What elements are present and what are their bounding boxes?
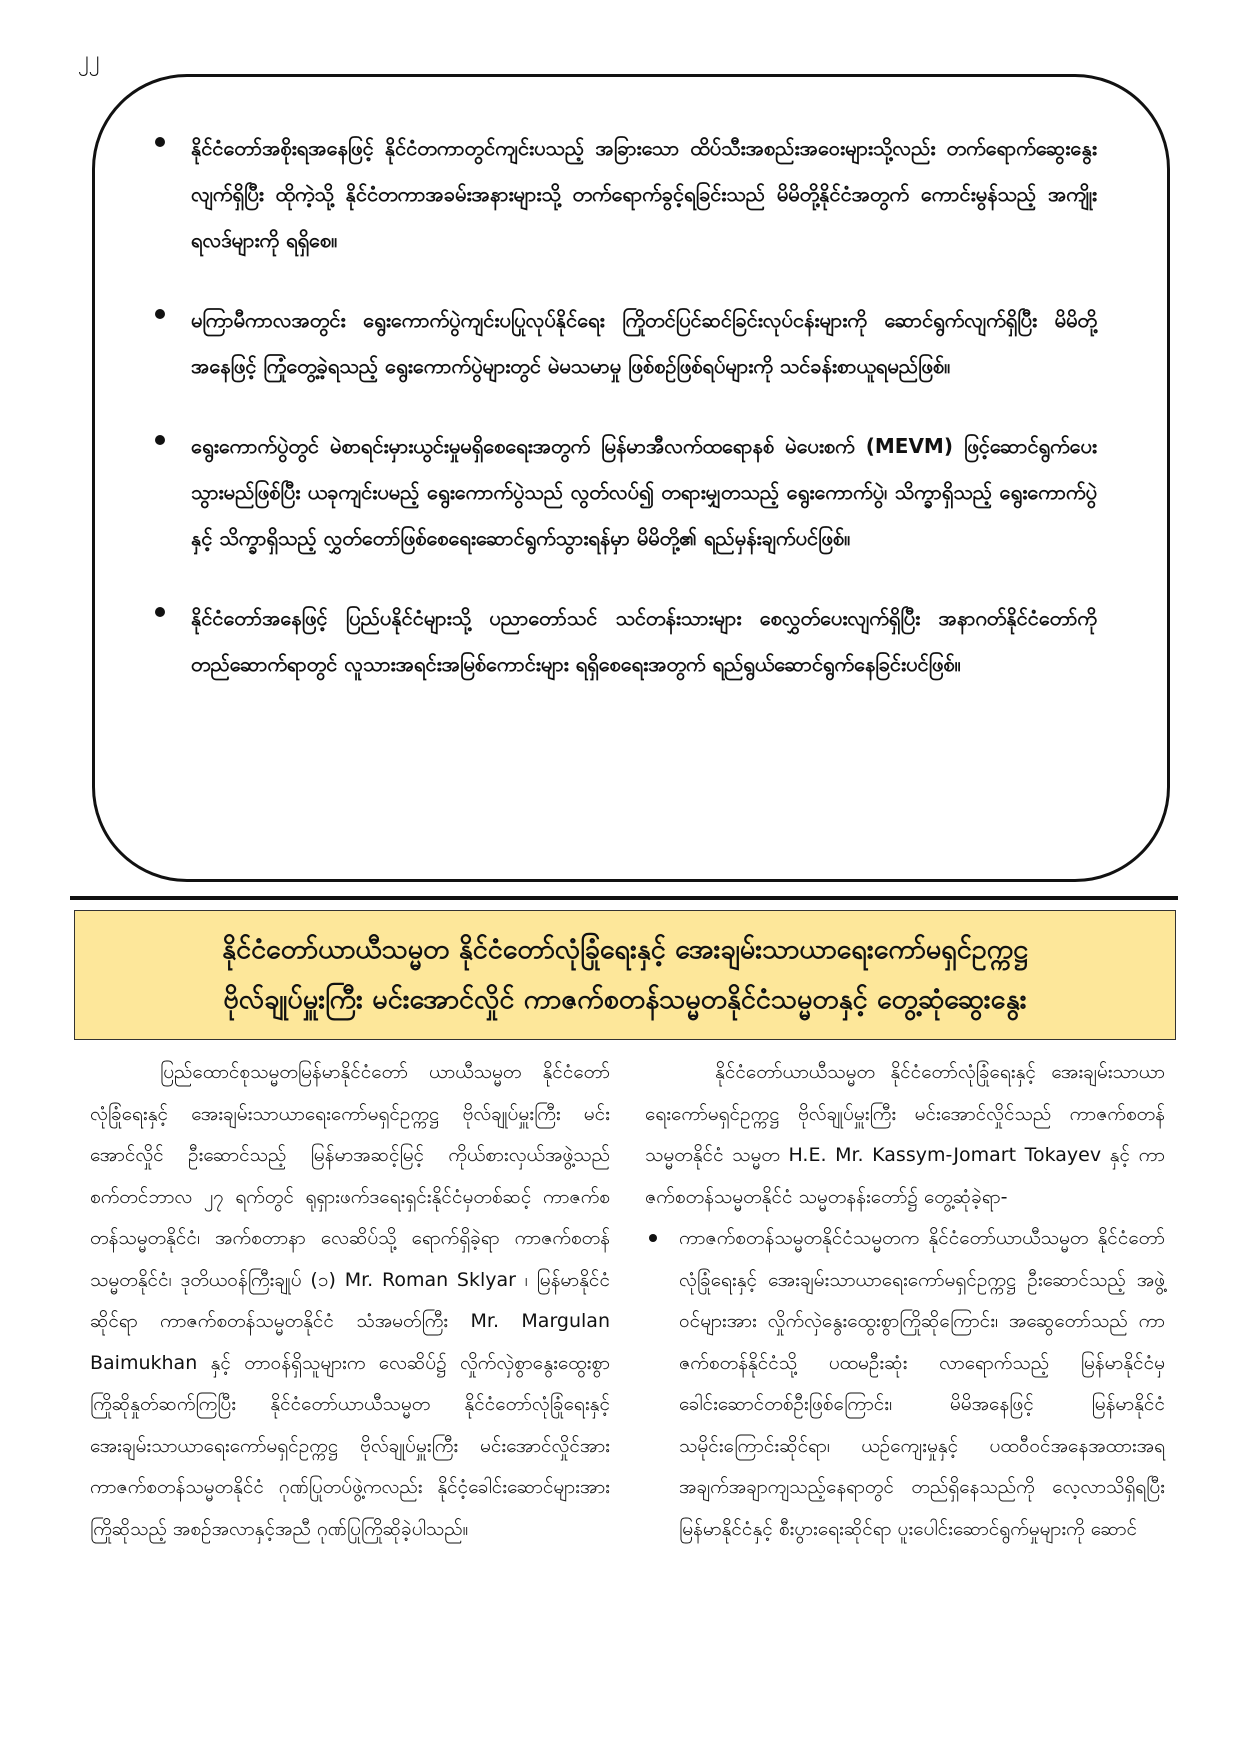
summary-bullet	[155, 423, 1097, 561]
headline-line-2: ဗိုလ်ချုပ်မှူးကြီး မင်းအောင်လှိုင် ကာဇက်စတန်သမ္မတနိုင်ငံသမ္မတနှင့် တွေ့ဆုံဆွေးနွေး	[223, 984, 1027, 1015]
divider	[70, 896, 1178, 900]
body-paragraph: နိုင်ငံတော်ယာယီသမ္မတ နိုင်ငံတော်လုံခြုံရေးနှင့် အေးချမ်းသာယာရေးကော်မရှင်ဥက္ကဋ္ဌ ဗိုလ်ချုပ်မှူးကြီး မင်းအောင်လှိုင်သည် ကာဇက်စတန်သမ္မတနိုင်ငံ သမ္မတ H.E. Mr. Kassym-Jomart Tokayev နှင့် ကာဇက်စတန်သမ္မတနိုင်ငံ သမ္မတနန်းတော်၌ တွေ့ဆုံခဲ့ရာ-	[645, 1061, 1165, 1208]
summary-bullet	[155, 125, 1097, 263]
bullet-icon	[155, 309, 165, 319]
body-paragraph: ပြည်ထောင်စုသမ္မတမြန်မာနိုင်ငံတော် ယာယီသမ္မတ နိုင်ငံတော်လုံခြုံရေးနှင့် အေးချမ်းသာယာရေးကော်မရှင်ဥက္ကဋ္ဌ ဗိုလ်ချုပ်မှူးကြီး မင်းအောင်လှိုင် ဦးဆောင်သည့် မြန်မာအဆင့်မြင့် ကိုယ်စားလှယ်အဖွဲ့သည် စက်တင်ဘာလ ၂၇ ရက်တွင် ရုရှားဖက်ဒရေးရှင်းနိုင်ငံမှတစ်ဆင့် ကာဇက်စတန်သမ္မတနိုင်ငံ၊ အက်စတာနာ လေဆိပ်သို့ ရောက်ရှိခဲ့ရာ ကာဇက်စတန်သမ္မတနိုင်ငံ၊ ဒုတိယဝန်ကြီးချုပ် (၁) Mr. Roman Sklyar ၊ မြန်မာနိုင်ငံဆိုင်ရာ ကာဇက်စတန်သမ္မတနိုင်ငံ သံအမတ်ကြီး Mr. Margulan Baimukhan နှင့် တာဝန်ရှိသူများက လေဆိပ်၌ လှိုက်လှဲစွာနွေးထွေးစွာ ကြိုဆိုနှုတ်ဆက်ကြပြီး နိုင်ငံတော်ယာယီသမ္မတ နိုင်ငံတော်လုံခြုံရေးနှင့် အေးချမ်းသာယာရေးကော်မရှင်ဥက္ကဋ္ဌ ဗိုလ်ချုပ်မှူးကြီး မင်းအောင်လှိုင်အား ကာဇက်စတန်သမ္မတနိုင်ငံ ဂုဏ်ပြုတပ်ဖွဲ့ကလည်း နိုင်ငံ့ခေါင်းဆောင်များအား ကြိုဆိုသည့် အစဉ်အလာနှင့်အညီ ဂုဏ်ပြုကြိုဆိုခဲ့ပါသည်။	[90, 1061, 610, 1540]
body-bullet	[645, 1218, 1165, 1550]
bullet-text: ရွေးကောက်ပွဲတွင် မဲစာရင်းမှားယွင်းမှုမရှိစေရေးအတွက် မြန်မာအီလက်ထရောနစ် မဲပေးစက် (MEVM) ဖြင့်ဆောင်ရွက်ပေးသွားမည်ဖြစ်ပြီး ယခုကျင်းပမည့် ရွေးကောက်ပွဲသည် လွတ်လပ်၍ တရားမျှတသည့် ရွေးကောက်ပွဲ၊ သိက္ခာရှိသည့် ရွေးကောက်ပွဲနှင့် သိက္ခာရှိသည့် လွှတ်တော်ဖြစ်စေရေးဆောင်ရွက်သွားရန်မှာ မိမိတို့၏ ရည်မှန်းချက်ပင်ဖြစ်။	[191, 434, 1097, 550]
article-headline	[74, 910, 1176, 1040]
article-left-column	[90, 1052, 610, 1550]
bullet-icon	[155, 607, 165, 617]
headline-line-1: နိုင်ငံတော်ယာယီသမ္မတ နိုင်ငံတော်လုံခြုံရေးနှင့် အေးချမ်းသာယာရေးကော်မရှင်ဥက္ကဋ္ဌ	[222, 934, 1028, 965]
article-right-column	[645, 1052, 1165, 1550]
bullet-icon	[155, 435, 165, 445]
bullet-text: နိုင်ငံတော်အစိုးရအနေဖြင့် နိုင်ငံတကာတွင်ကျင်းပသည့် အခြားသော ထိပ်သီးအစည်းအဝေးများသို့လည်း တက်ရောက်ဆွေးနွေးလျက်ရှိပြီး ထိုကဲ့သို့ နိုင်ငံတကာအခမ်းအနားများသို့ တက်ရောက်ခွင့်ရခြင်းသည် မိမိတို့နိုင်ငံအတွက် ကောင်းမွန်သည့် အကျိုးရလဒ်များကို ရရှိစေ။	[191, 136, 1097, 252]
page-number: ၂၂	[78, 47, 100, 72]
bullet-icon	[155, 137, 165, 147]
summary-bullet	[155, 595, 1097, 687]
summary-bullet	[155, 297, 1097, 389]
summary-box	[92, 74, 1170, 882]
bullet-text: မကြာမီကာလအတွင်း ရွေးကောက်ပွဲကျင်းပပြုလုပ်နိုင်ရေး ကြိုတင်ပြင်ဆင်ခြင်းလုပ်ငန်းများကို ဆောင်ရွက်လျက်ရှိပြီး မိမိတို့အနေဖြင့် ကြုံတွေ့ခဲ့ရသည့် ရွေးကောက်ပွဲများတွင် မဲမသမာမှု ဖြစ်စဉ်ဖြစ်ရပ်များကို သင်ခန်းစာယူရမည်ဖြစ်။	[191, 308, 1097, 378]
bullet-text: နိုင်ငံတော်အနေဖြင့် ပြည်ပနိုင်ငံများသို့ ပညာတော်သင် သင်တန်းသားများ စေလွှတ်ပေးလျက်ရှိပြီး အနာဂတ်နိုင်ငံတော်ကို တည်ဆောက်ရာတွင် လူသားအရင်းအမြစ်ကောင်းများ ရရှိစေရေးအတွက် ရည်ရွယ်ဆောင်ရွက်နေခြင်းပင်ဖြစ်။	[191, 606, 1097, 676]
bullet-icon	[649, 1234, 657, 1242]
bullet-text: ကာဇက်စတန်သမ္မတနိုင်ငံသမ္မတက နိုင်ငံတော်ယာယီသမ္မတ နိုင်ငံတော်လုံခြုံရေးနှင့် အေးချမ်းသာယာရေးကော်မရှင်ဥက္ကဋ္ဌ ဦးဆောင်သည့် အဖွဲ့ဝင်များအား လှိုက်လှဲနွေးထွေးစွာကြိုဆိုကြောင်း၊ အဆွေတော်သည် ကာဇက်စတန်နိုင်ငံသို့ ပထမဦးဆုံး လာရောက်သည့် မြန်မာနိုင်ငံမှ ခေါင်းဆောင်တစ်ဦးဖြစ်ကြောင်း၊ မိမိအနေဖြင့် မြန်မာနိုင်ငံ သမိုင်းကြောင်းဆိုင်ရာ၊ ယဉ်ကျေးမှုနှင့် ပထဝီဝင်အနေအထားအရ အချက်အချာကျသည့်နေရာတွင် တည်ရှိနေသည်ကို လေ့လာသိရှိရပြီး မြန်မာနိုင်ငံနှင့် စီးပွားရေးဆိုင်ရာ ပူးပေါင်းဆောင်ရွက်မှုများကို ဆောင်	[679, 1227, 1165, 1540]
